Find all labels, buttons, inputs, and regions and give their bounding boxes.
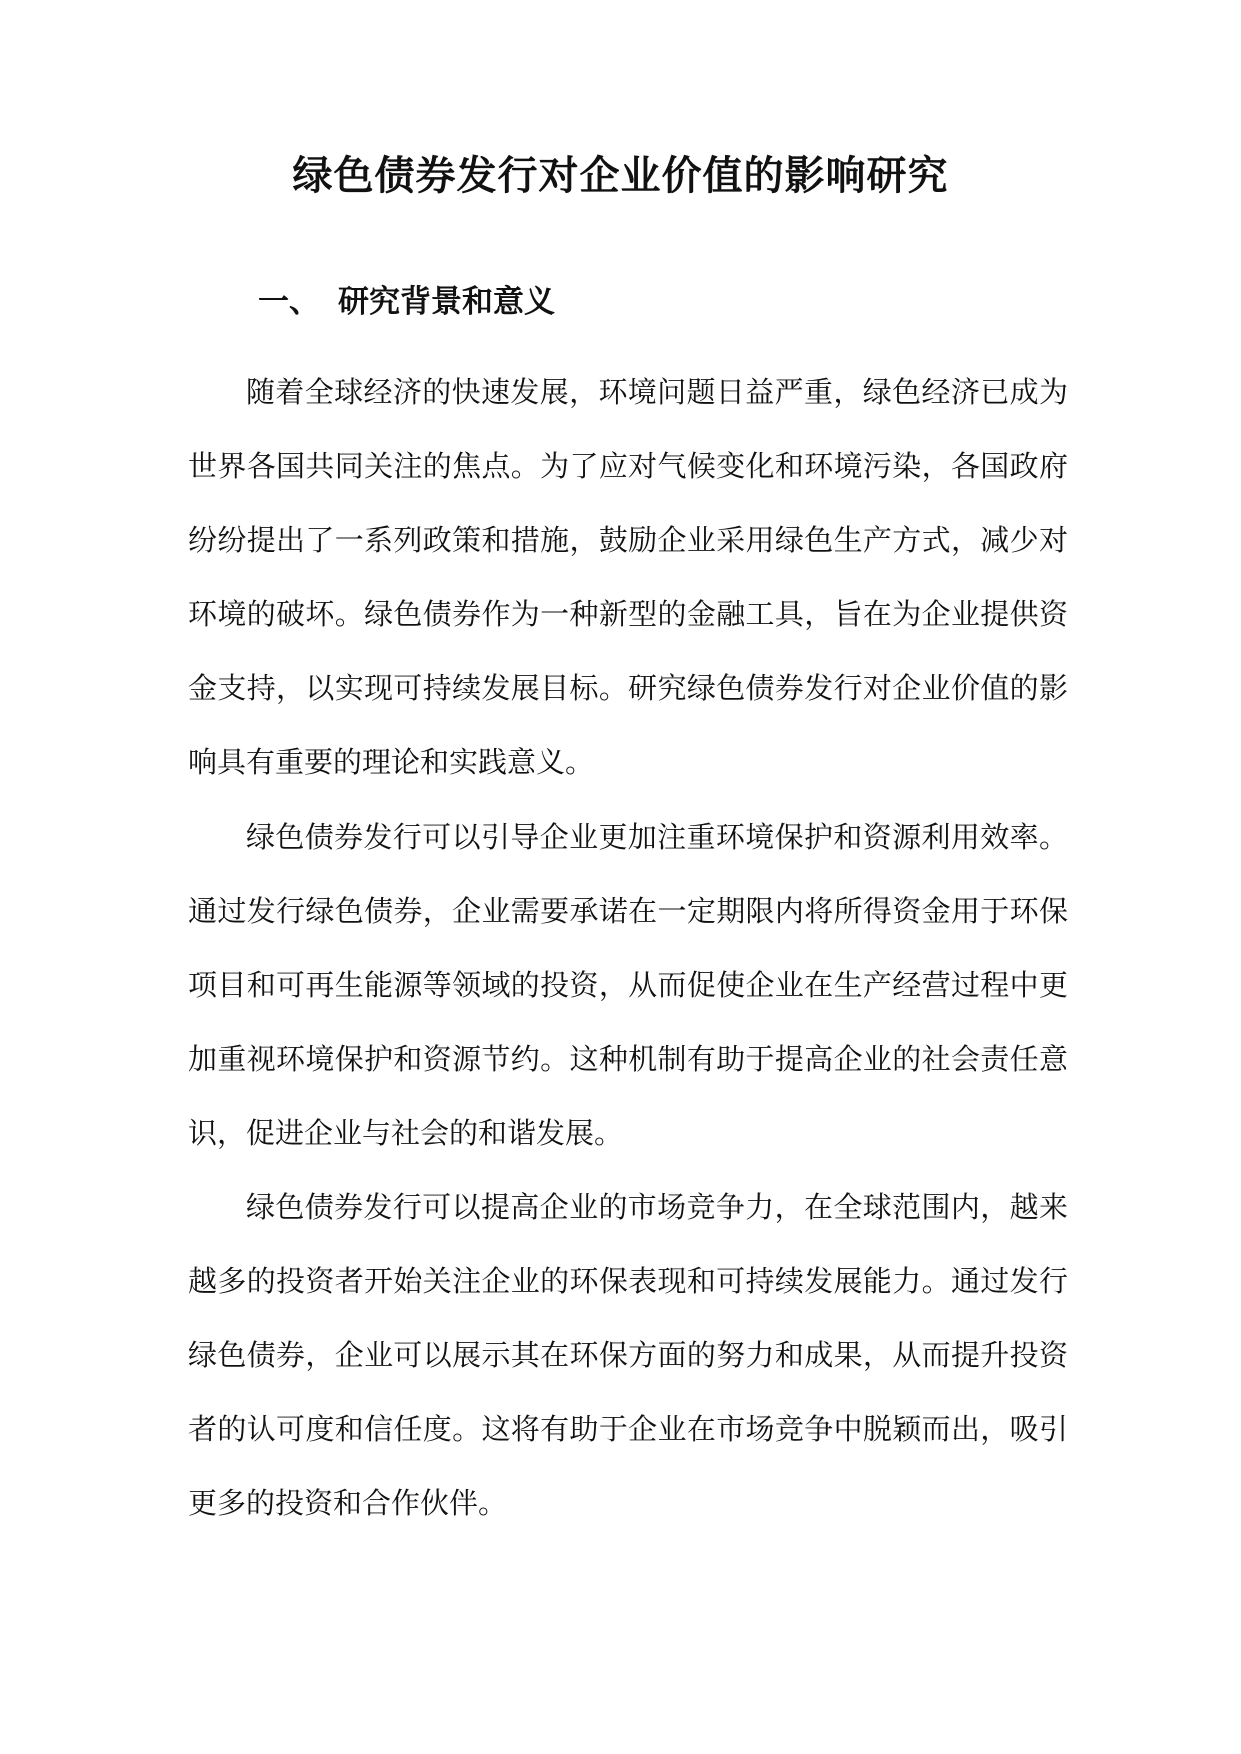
paragraph-environmental-guidance: 绿色债券发行可以引导企业更加注重环境保护和资源利用效率。通过发行绿色债券，企业需要承诺在一定期限内将所得资金用于环保项目和可再生能源等领域的投资，从而促使企业在生产经营过程中更加重视环境保护和资源节约。这种机制有助于提高企业的社会责任意识，促进企业与社会的和谐发展。	[188, 820, 1068, 1150]
paragraph-background: 随着全球经济的快速发展，环境问题日益严重，绿色经济已成为世界各国共同关注的焦点。为了应对气候变化和环境污染，各国政府纷纷提出了一系列政策和措施，鼓励企业采用绿色生产方式，减少对环境的破坏。绿色债券作为一种新型的金融工具，旨在为企业提供资金支持，以实现可持续发展目标。研究绿色债券发行对企业价值的影响具有重要的理论和实践意义。	[188, 375, 1068, 779]
paragraph-market-competitiveness: 绿色债券发行可以提高企业的市场竞争力，在全球范围内，越来越多的投资者开始关注企业的环保表现和可持续发展能力。通过发行绿色债券，企业可以展示其在环保方面的努力和成果，从而提升投资者的认可度和信任度。这将有助于企业在市场竞争中脱颖而出，吸引更多的投资和合作伙伴。	[188, 1190, 1068, 1520]
section-number: 一、	[258, 284, 320, 320]
document-title: 绿色债券发行对企业价值的影响研究	[292, 152, 949, 199]
section-heading	[258, 280, 555, 324]
section-heading-text: 研究背景和意义	[338, 284, 555, 320]
